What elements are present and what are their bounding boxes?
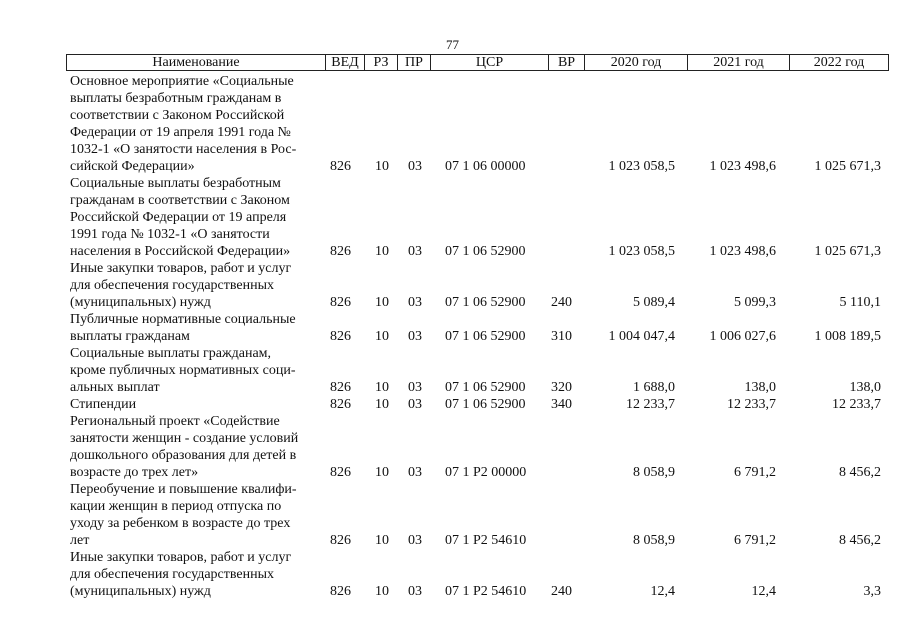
header-rz: РЗ	[365, 55, 398, 70]
header-name: Наименование	[67, 55, 326, 70]
cell-rz: 10	[375, 244, 389, 259]
row-name	[70, 311, 325, 345]
table-body	[0, 73, 905, 600]
cell-2022: 1 008 189,5	[814, 329, 881, 344]
cell-2020: 1 023 058,5	[608, 159, 675, 174]
header-2020: 2020 год	[585, 55, 688, 70]
row-name-line: сийской Федерации»	[70, 159, 195, 174]
cell-csr: 07 1 06 52900	[445, 380, 526, 395]
cell-ved: 826	[330, 159, 351, 174]
cell-2020: 1 023 058,5	[608, 244, 675, 259]
cell-csr: 07 1 P2 54610	[445, 584, 527, 599]
cell-2022: 5 110,1	[839, 295, 881, 310]
cell-2021: 1 023 498,6	[709, 159, 776, 174]
cell-pr: 03	[408, 329, 422, 344]
cell-ved: 826	[330, 533, 351, 548]
header-2022: 2022 год	[813, 55, 865, 70]
cell-rz: 10	[375, 465, 389, 480]
row-name	[70, 175, 325, 260]
row-name-line: 1991 года № 1032-1 «О занятости	[70, 227, 270, 242]
cell-ved: 826	[330, 244, 351, 259]
cell-pr: 03	[408, 533, 422, 548]
cell-2021: 12 233,7	[727, 397, 776, 412]
cell-2020: 5 089,4	[633, 295, 675, 310]
row-name-line: Социальные выплаты безработным	[70, 176, 281, 191]
row-name	[70, 413, 325, 481]
cell-rz: 10	[375, 584, 389, 599]
row-name-line: Основное мероприятие «Социальные	[70, 74, 294, 89]
cell-ved: 826	[330, 295, 351, 310]
row-name-line: для обеспечения государственных	[70, 567, 274, 582]
cell-vr: 240	[551, 295, 572, 310]
cell-2022: 12 233,7	[832, 397, 881, 412]
cell-rz: 10	[375, 380, 389, 395]
cell-2020: 8 058,9	[633, 465, 675, 480]
header-csr: ЦСР	[431, 55, 549, 70]
cell-rz: 10	[375, 533, 389, 548]
cell-rz: 10	[375, 329, 389, 344]
cell-pr: 03	[408, 380, 422, 395]
cell-2021: 1 006 027,6	[709, 329, 776, 344]
cell-2020: 1 688,0	[633, 380, 675, 395]
row-name-line: выплаты гражданам	[70, 329, 190, 344]
cell-2020: 12,4	[650, 584, 675, 599]
row-name-line: кации женщин в период отпуска по	[70, 499, 282, 514]
row-name-line: (муниципальных) нужд	[70, 295, 211, 310]
table-row	[0, 260, 905, 311]
cell-csr: 07 1 P2 54610	[445, 533, 527, 548]
cell-2020: 8 058,9	[633, 533, 675, 548]
cell-2022: 138,0	[849, 380, 881, 395]
table-row	[0, 549, 905, 600]
cell-csr: 07 1 06 52900	[445, 397, 526, 412]
cell-rz: 10	[375, 159, 389, 174]
cell-2021: 1 023 498,6	[709, 244, 776, 259]
cell-vr: 340	[551, 397, 572, 412]
header-2021: 2021 год	[688, 55, 790, 70]
row-name	[70, 73, 325, 175]
header-ved: ВЕД	[326, 55, 365, 70]
cell-2022: 8 456,2	[839, 533, 881, 548]
cell-2020: 1 004 047,4	[608, 329, 675, 344]
cell-2022: 8 456,2	[839, 465, 881, 480]
table-row	[0, 481, 905, 549]
cell-ved: 826	[330, 329, 351, 344]
row-name-line: уходу за ребенком в возрасте до трех	[70, 516, 291, 531]
table-row	[0, 413, 905, 481]
row-name-line: Стипендии	[70, 397, 137, 412]
row-name-line: гражданам в соответствии с Законом	[70, 193, 290, 208]
cell-rz: 10	[375, 397, 389, 412]
row-name-line: альных выплат	[70, 380, 160, 395]
cell-csr: 07 1 06 00000	[445, 159, 526, 174]
row-name-line: Иные закупки товаров, работ и услуг	[70, 550, 292, 565]
cell-2021: 6 791,2	[734, 465, 776, 480]
row-name	[70, 481, 325, 549]
cell-vr: 310	[551, 329, 572, 344]
row-name	[70, 345, 325, 396]
row-name-line: Федерации от 19 апреля 1991 года №	[70, 125, 291, 140]
row-name-line: для обеспечения государственных	[70, 278, 274, 293]
cell-csr: 07 1 06 52900	[445, 295, 526, 310]
row-name	[70, 396, 325, 413]
row-name	[70, 260, 325, 311]
table-row	[0, 311, 905, 345]
cell-2020: 12 233,7	[626, 397, 675, 412]
row-name-line: Публичные нормативные социальные	[70, 312, 296, 327]
row-name-line: Российской Федерации от 19 апреля	[70, 210, 287, 225]
cell-pr: 03	[408, 295, 422, 310]
table-row	[0, 396, 905, 413]
header-vr: ВР	[549, 55, 585, 70]
row-name-line: дошкольного образования для детей в	[70, 448, 297, 463]
row-name	[70, 549, 325, 600]
table-header	[66, 54, 889, 71]
cell-2021: 6 791,2	[734, 533, 776, 548]
table-row	[0, 73, 905, 175]
cell-pr: 03	[408, 159, 422, 174]
cell-ved: 826	[330, 584, 351, 599]
cell-pr: 03	[408, 397, 422, 412]
cell-csr: 07 1 P2 00000	[445, 465, 527, 480]
cell-2021: 5 099,3	[734, 295, 776, 310]
row-name-line: кроме публичных нормативных соци-	[70, 363, 296, 378]
row-name-line: соответствии с Законом Российской	[70, 108, 285, 123]
cell-pr: 03	[408, 244, 422, 259]
row-name-line: возрасте до трех лет»	[70, 465, 199, 480]
page-number: 77	[446, 37, 459, 52]
row-name-line: населения в Российской Федерации»	[70, 244, 291, 259]
row-name-line: 1032-1 «О занятости населения в Рос-	[70, 142, 297, 157]
cell-csr: 07 1 06 52900	[445, 244, 526, 259]
cell-ved: 826	[330, 397, 351, 412]
cell-2022: 1 025 671,3	[814, 244, 881, 259]
row-name-line: лет	[70, 533, 90, 548]
cell-2022: 1 025 671,3	[814, 159, 881, 174]
table-row	[0, 345, 905, 396]
row-name-line: (муниципальных) нужд	[70, 584, 211, 599]
cell-2022: 3,3	[863, 584, 881, 599]
cell-2021: 12,4	[751, 584, 776, 599]
row-name-line: Переобучение и повышение квалифи-	[70, 482, 297, 497]
cell-ved: 826	[330, 380, 351, 395]
cell-vr: 320	[551, 380, 572, 395]
cell-rz: 10	[375, 295, 389, 310]
row-name-line: Иные закупки товаров, работ и услуг	[70, 261, 292, 276]
table-row	[0, 175, 905, 260]
cell-ved: 826	[330, 465, 351, 480]
row-name-line: Социальные выплаты гражданам,	[70, 346, 272, 361]
cell-2021: 138,0	[744, 380, 776, 395]
row-name-line: Региональный проект «Содействие	[70, 414, 280, 429]
cell-csr: 07 1 06 52900	[445, 329, 526, 344]
row-name-line: выплаты безработным гражданам в	[70, 91, 282, 106]
row-name-line: занятости женщин - создание условий	[70, 431, 299, 446]
cell-pr: 03	[408, 465, 422, 480]
cell-pr: 03	[408, 584, 422, 599]
cell-vr: 240	[551, 584, 572, 599]
header-pr: ПР	[398, 55, 431, 70]
